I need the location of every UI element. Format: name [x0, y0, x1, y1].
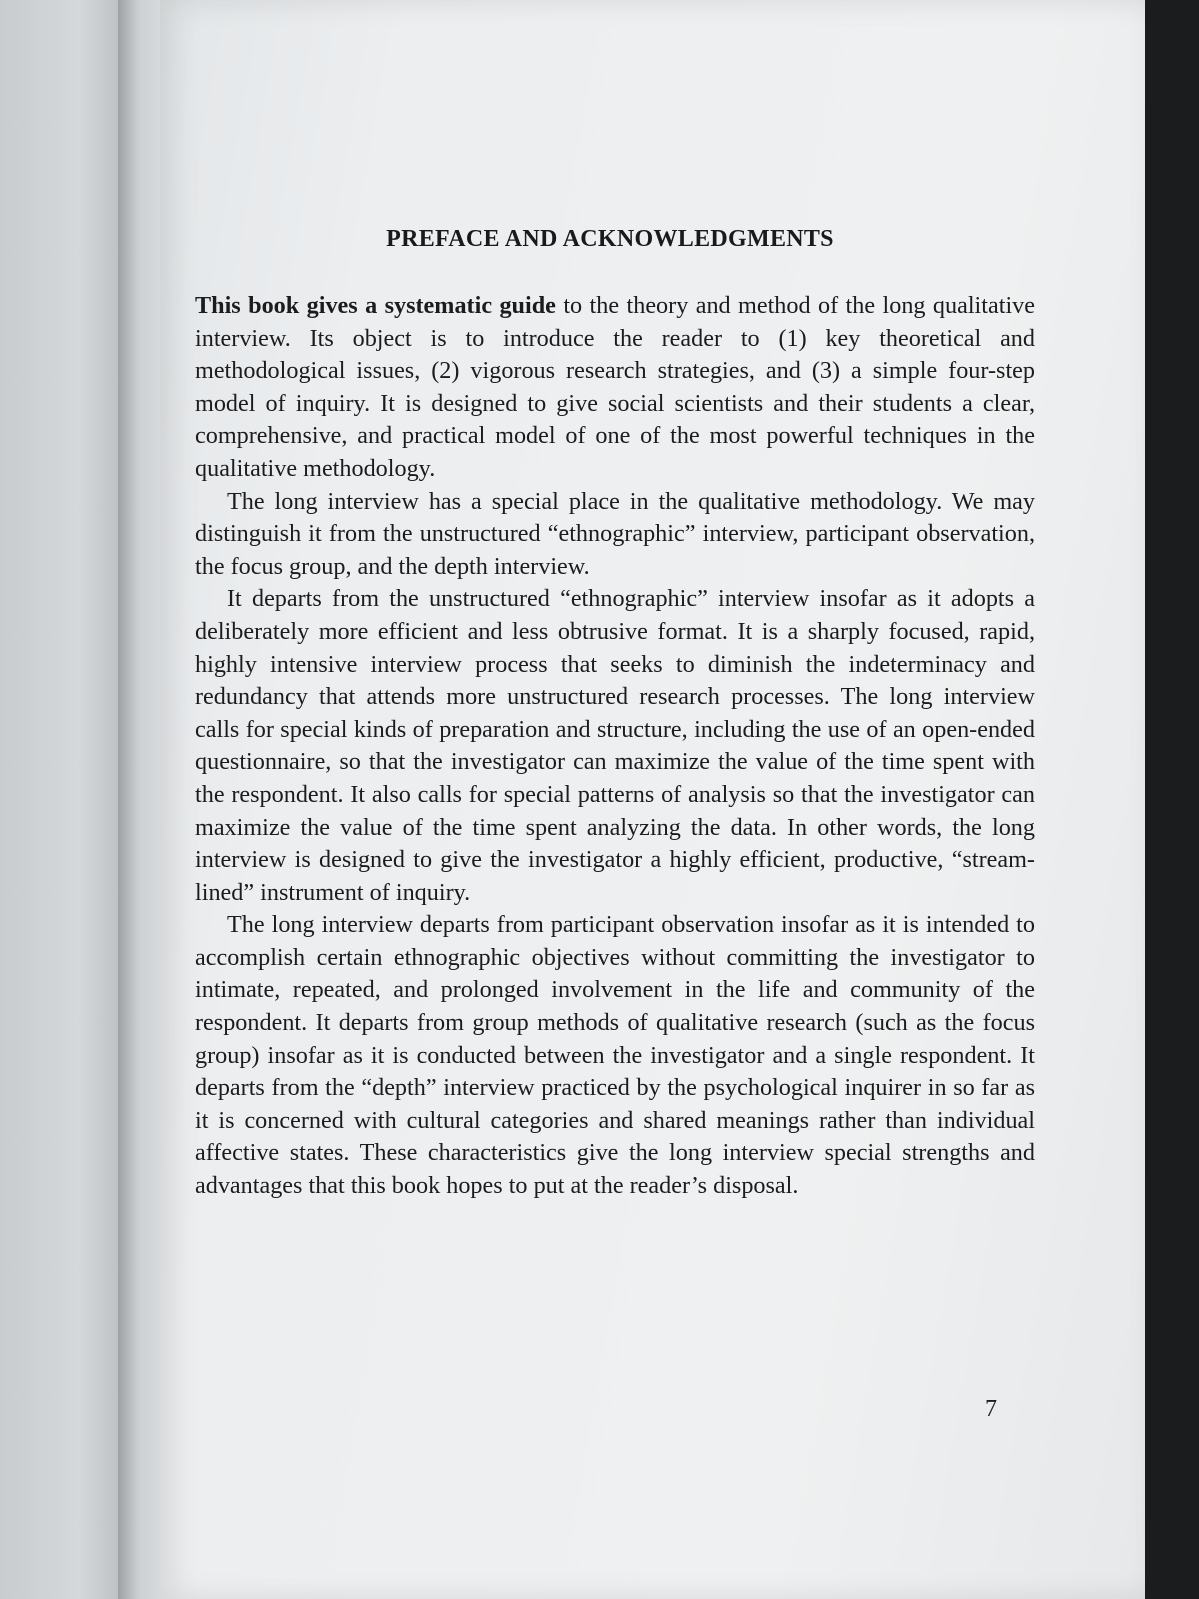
paragraph-1-text: to the theory and method of the long qualitative interview. Its object is to introduce the reader to (1) key theoretical and methodological issues, (2) vigorous research strategies, and (3) a simple four-step model of inquiry. It is designed to give social scientists and their students a clear, comprehensive, and practical model of one of the most powerful techniques in the qualitative methodology. — [195, 292, 1036, 482]
page-body — [195, 290, 1035, 1203]
background-edge — [1145, 0, 1199, 1599]
page-number: 7 — [985, 1396, 997, 1422]
previous-page-edge — [0, 0, 130, 1599]
page-title: PREFACE AND ACKNOWLEDGMENTS — [386, 226, 834, 252]
paragraph-3: It departs from the unstructured “ethnographic” interview insofar as it adopts a deliberately more efficient and less obtrusive format. It is a sharply focused, rapid, highly intensive interview process that seeks to diminish the indeterminacy and redundancy that attends more unstructured research processes. The long interview calls for special kinds of preparation and structure, including the use of an open-ended questionnaire, so that the investigator can maximize the value of the time spent with the respondent. It also calls for special patterns of analysis so that the investigator can maximize the value of the time spent analyzing the data. In other words, the long interview is designed to give the investigator a highly efficient, productive, “stream-lined” instrument of inquiry. — [195, 585, 1035, 906]
paragraph-1 — [195, 290, 1035, 486]
paragraph-4: The long interview departs from participant observation insofar as it is intended to accomplish certain ethnographic objectives without committing the investigator to intimate, repeated, and prolonged involvement in the life and community of the respondent. It departs from group methods of qualitative research (such as the focus group) insofar as it is conducted between the investigator and a single respondent. It departs from the “depth” interview practiced by the psychological inquirer in so far as it is concerned with cultural categories and shared meanings rather than individual affective states. These characteristics give the long interview special strengths and advantages that this book hopes to put at the reader’s disposal. — [195, 911, 1035, 1200]
paragraph-2: The long interview has a special place in the qualitative methodology. We may distinguish it from the unstructured “ethnographic” interview, participant observation, the focus group, and the depth interview. — [195, 487, 1035, 580]
paragraph-1-lead: This book gives a systematic guide — [195, 292, 556, 319]
